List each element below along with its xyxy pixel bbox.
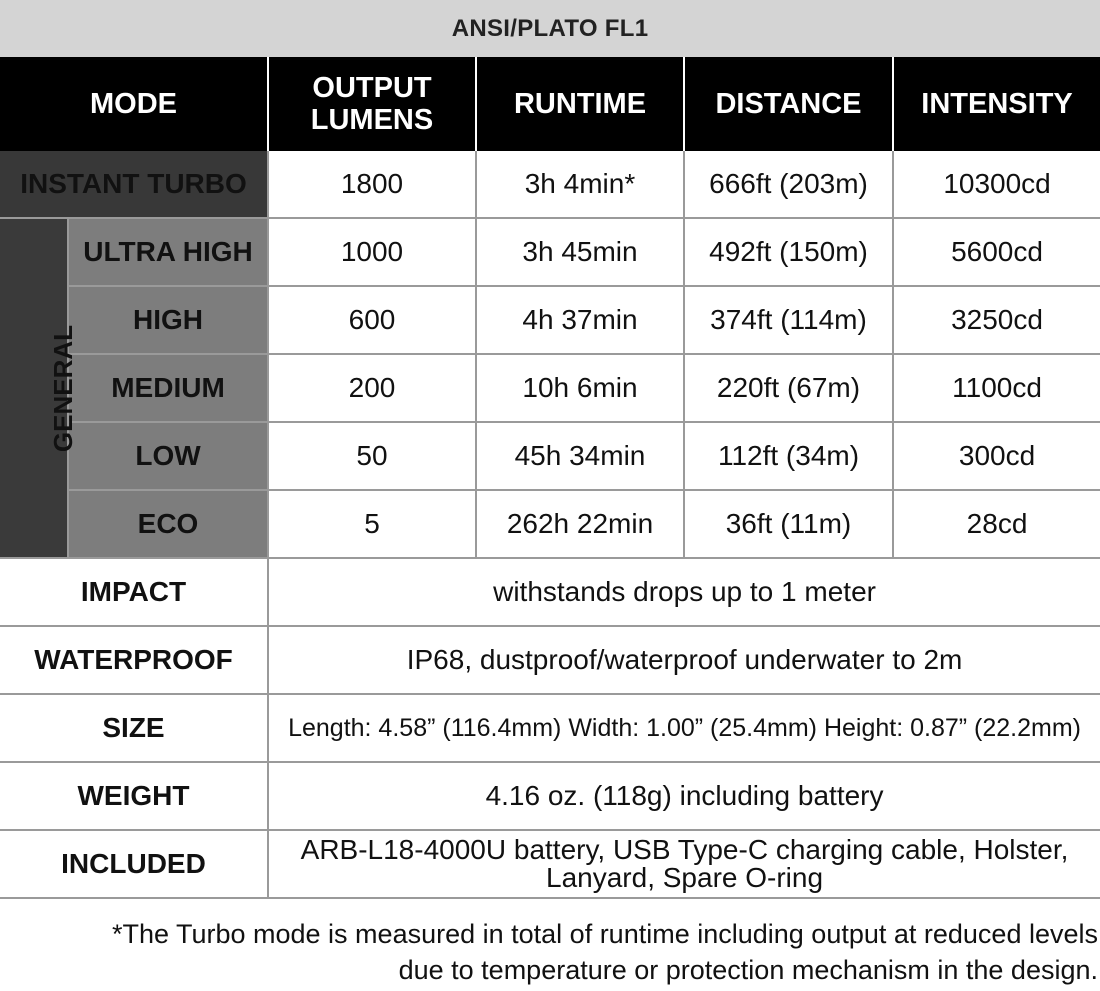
spec-label-impact: IMPACT (0, 558, 268, 626)
spec-value-impact: withstands drops up to 1 meter (268, 558, 1100, 626)
turbo-runtime: 3h 4min* (476, 151, 684, 218)
footnote (112, 916, 1098, 988)
distance-cell: 36ft (11m) (684, 490, 893, 558)
table-row (0, 354, 1100, 422)
mode-ultra-high: ULTRA HIGH (68, 218, 268, 286)
spec-label-included: INCLUDED (0, 830, 268, 898)
spec-row-size (0, 694, 1100, 762)
runtime-cell: 45h 34min (476, 422, 684, 490)
runtime-cell: 10h 6min (476, 354, 684, 422)
lumens-cell: 1000 (268, 218, 476, 286)
header-output-line2: LUMENS (310, 104, 434, 136)
turbo-row (0, 151, 1100, 218)
table-row (0, 286, 1100, 354)
turbo-lumens: 1800 (268, 151, 476, 218)
spec-value-weight: 4.16 oz. (118g) including battery (268, 762, 1100, 830)
spec-value-size: Length: 4.58” (116.4mm) Width: 1.00” (25.4mm) Height: 0.87” (22.2mm) (268, 694, 1100, 762)
header-output-lumens (268, 57, 476, 151)
runtime-cell: 4h 37min (476, 286, 684, 354)
spec-row-included (0, 830, 1100, 898)
mode-instant-turbo: INSTANT TURBO (0, 151, 268, 218)
distance-cell: 220ft (67m) (684, 354, 893, 422)
turbo-intensity: 10300cd (893, 151, 1100, 218)
spec-value-included (268, 830, 1100, 898)
intensity-cell: 3250cd (893, 286, 1100, 354)
table-row (0, 218, 1100, 286)
title-row (0, 0, 1100, 57)
header-runtime: RUNTIME (476, 57, 684, 151)
header-row (0, 57, 1100, 151)
spec-value-waterproof: IP68, dustproof/waterproof underwater to 2m (268, 626, 1100, 694)
intensity-cell: 5600cd (893, 218, 1100, 286)
spec-label-weight: WEIGHT (0, 762, 268, 830)
included-line1: ARB-L18-4000U battery, USB Type-C charging cable, Holster, (300, 834, 1069, 865)
runtime-cell: 262h 22min (476, 490, 684, 558)
runtime-cell: 3h 45min (476, 218, 684, 286)
distance-cell: 112ft (34m) (684, 422, 893, 490)
header-distance: DISTANCE (684, 57, 893, 151)
header-intensity: INTENSITY (893, 57, 1100, 151)
lumens-cell: 50 (268, 422, 476, 490)
header-mode: MODE (0, 57, 268, 151)
footnote-line1: *The Turbo mode is measured in total of runtime including output at reduced levels (111, 919, 1098, 949)
spec-row-weight (0, 762, 1100, 830)
lumens-cell: 5 (268, 490, 476, 558)
spec-row-waterproof (0, 626, 1100, 694)
mode-low: LOW (68, 422, 268, 490)
footnote-line2: due to temperature or protection mechanism in the design. (398, 955, 1098, 985)
spec-row-impact (0, 558, 1100, 626)
intensity-cell: 28cd (893, 490, 1100, 558)
turbo-distance: 666ft (203m) (684, 151, 893, 218)
lumens-cell: 200 (268, 354, 476, 422)
lumens-cell: 600 (268, 286, 476, 354)
spec-label-size: SIZE (0, 694, 268, 762)
header-output-line1: OUTPUT (312, 72, 432, 104)
distance-cell: 492ft (150m) (684, 218, 893, 286)
general-group-label (0, 218, 79, 558)
mode-high: HIGH (68, 286, 268, 354)
intensity-cell: 300cd (893, 422, 1100, 490)
mode-eco: ECO (68, 490, 268, 558)
included-line2: Lanyard, Spare O-ring (546, 862, 824, 893)
spec-label-waterproof: WATERPROOF (0, 626, 268, 694)
table-title: ANSI/PLATO FL1 (0, 0, 1100, 57)
intensity-cell: 1100cd (893, 354, 1100, 422)
table-row (0, 490, 1100, 558)
distance-cell: 374ft (114m) (684, 286, 893, 354)
general-label-text: GENERAL (48, 324, 79, 453)
table-row (0, 422, 1100, 490)
mode-medium: MEDIUM (68, 354, 268, 422)
